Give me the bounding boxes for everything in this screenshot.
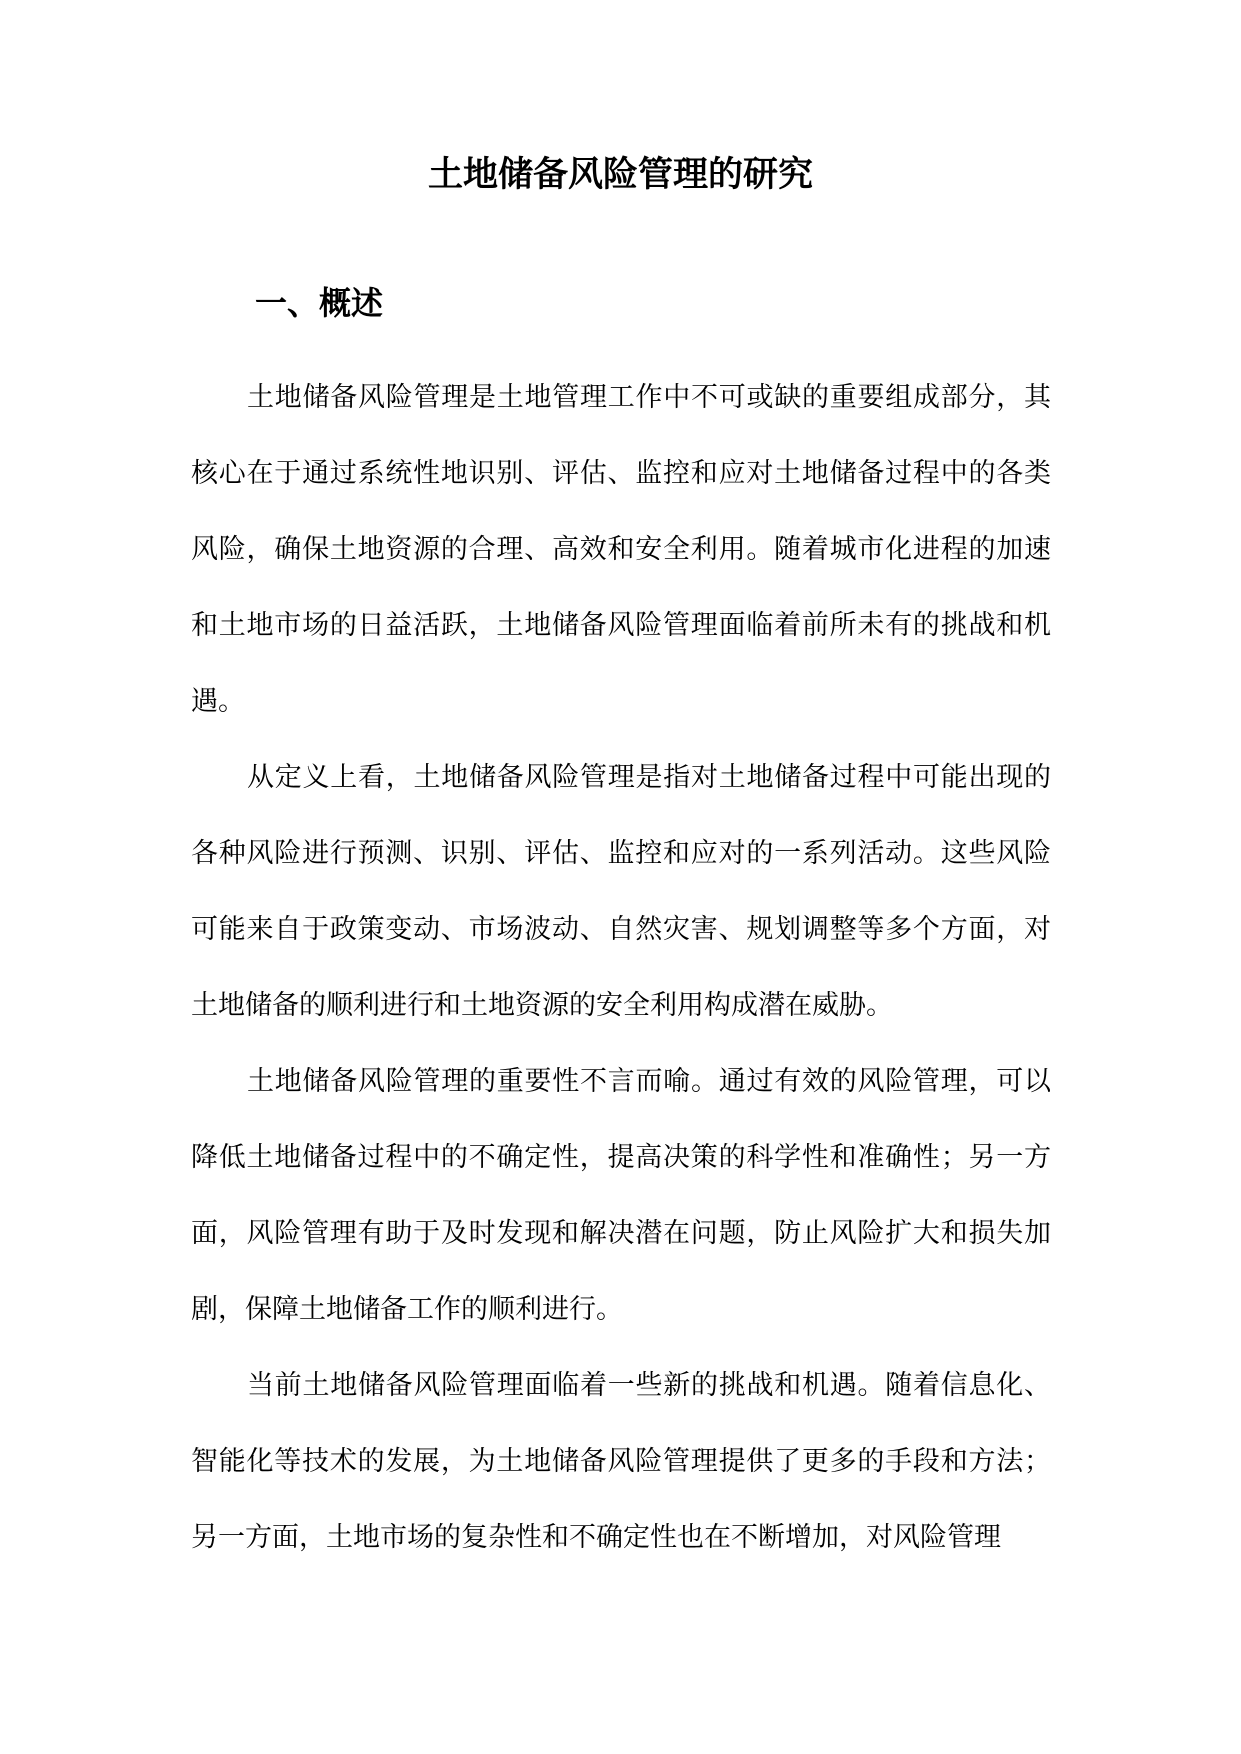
paragraph: 土地储备风险管理的重要性不言而喻。通过有效的风险管理，可以降低土地储备过程中的不确定性，提高决策的科学性和准确性；另一方面，风险管理有助于及时发现和解决潜在问题，防止风险扩大和损失加剧，保障土地储备工作的顺利进行。 — [191, 1066, 1051, 1325]
section-heading: 一、概述 — [255, 284, 384, 322]
document-title: 土地储备风险管理的研究 — [427, 154, 813, 195]
paragraph: 从定义上看，土地储备风险管理是指对土地储备过程中可能出现的各种风险进行预测、识别、评估、监控和应对的一系列活动。这些风险可能来自于政策变动、市场波动、自然灾害、规划调整等多个方面，对土地储备的顺利进行和土地资源的安全利用构成潜在威胁。 — [191, 762, 1051, 1021]
paragraph: 土地储备风险管理是土地管理工作中不可或缺的重要组成部分，其核心在于通过系统性地识别、评估、监控和应对土地储备过程中的各类风险，确保土地资源的合理、高效和安全利用。随着城市化进程的加速和土地市场的日益活跃，土地储备风险管理面临着前所未有的挑战和机遇。 — [191, 382, 1051, 717]
paragraph: 当前土地储备风险管理面临着一些新的挑战和机遇。随着信息化、智能化等技术的发展，为土地储备风险管理提供了更多的手段和方法；另一方面，土地市场的复杂性和不确定性也在不断增加，对风险管理 — [191, 1370, 1051, 1553]
body-text — [191, 360, 1051, 1576]
